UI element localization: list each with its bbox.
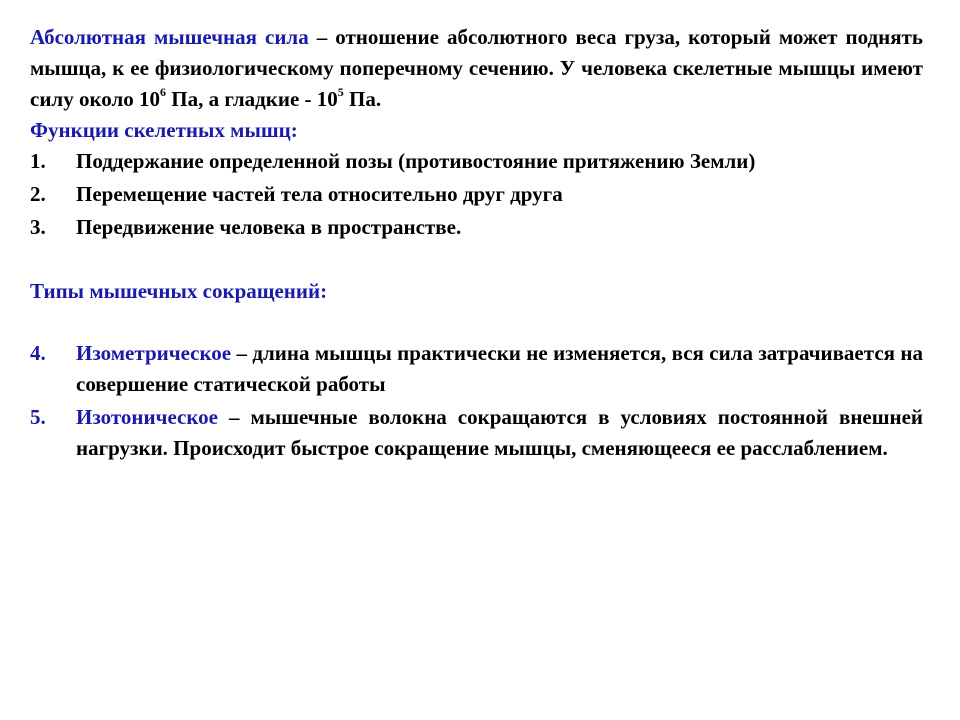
list-number: 3. (30, 215, 46, 239)
list-item (30, 402, 923, 464)
list-text: Перемещение частей тела относительно друг друга (76, 182, 563, 206)
list-item (30, 338, 923, 400)
spacer (30, 307, 923, 338)
slide-content (30, 22, 923, 466)
term-absolute-force: Абсолютная мышечная сила (30, 25, 309, 49)
list-number: 4. (30, 341, 46, 365)
list-number: 2. (30, 182, 46, 206)
list-text: Передвижение человека в пространстве. (76, 215, 462, 239)
list-item (30, 179, 923, 210)
list-text (76, 338, 923, 400)
list-item (30, 146, 923, 177)
intro-text-1: – отношение абсолютного веса груза, который может поднять мышца, к ее физиологическому поперечному сечению. У человека скелетные мышцы имеют силу около 10 (30, 25, 923, 111)
intro-paragraph (30, 22, 923, 115)
functions-heading: Функции скелетных мышц: (30, 118, 298, 142)
list-number: 5. (30, 405, 46, 429)
exponent-6: 6 (160, 85, 167, 99)
isotonic-description: – мышечные волокна сокращаются в условиях постоянной внешней нагрузки. Происходит быстрое сокращение мышцы, сменяющееся ее расслаблением. (76, 405, 923, 460)
contractions-list (30, 338, 923, 464)
term-isotonic: Изотоническое (76, 405, 218, 429)
list-text (76, 402, 923, 464)
intro-text-3: Па. (343, 87, 382, 111)
list-item (30, 212, 923, 243)
list-number: 1. (30, 149, 46, 173)
list-text: Поддержание определенной позы (противостояние притяжению Земли) (76, 149, 756, 173)
isometric-description: – длина мышцы практически не изменяется, вся сила затрачивается на совершение статической работы (76, 341, 923, 396)
spacer (30, 245, 923, 276)
contractions-heading: Типы мышечных сокращений: (30, 279, 328, 303)
exponent-5: 5 (337, 85, 344, 99)
intro-text-2: Па, а гладкие - 10 (166, 87, 338, 111)
functions-list (30, 146, 923, 243)
term-isometric: Изометрическое (76, 341, 232, 365)
